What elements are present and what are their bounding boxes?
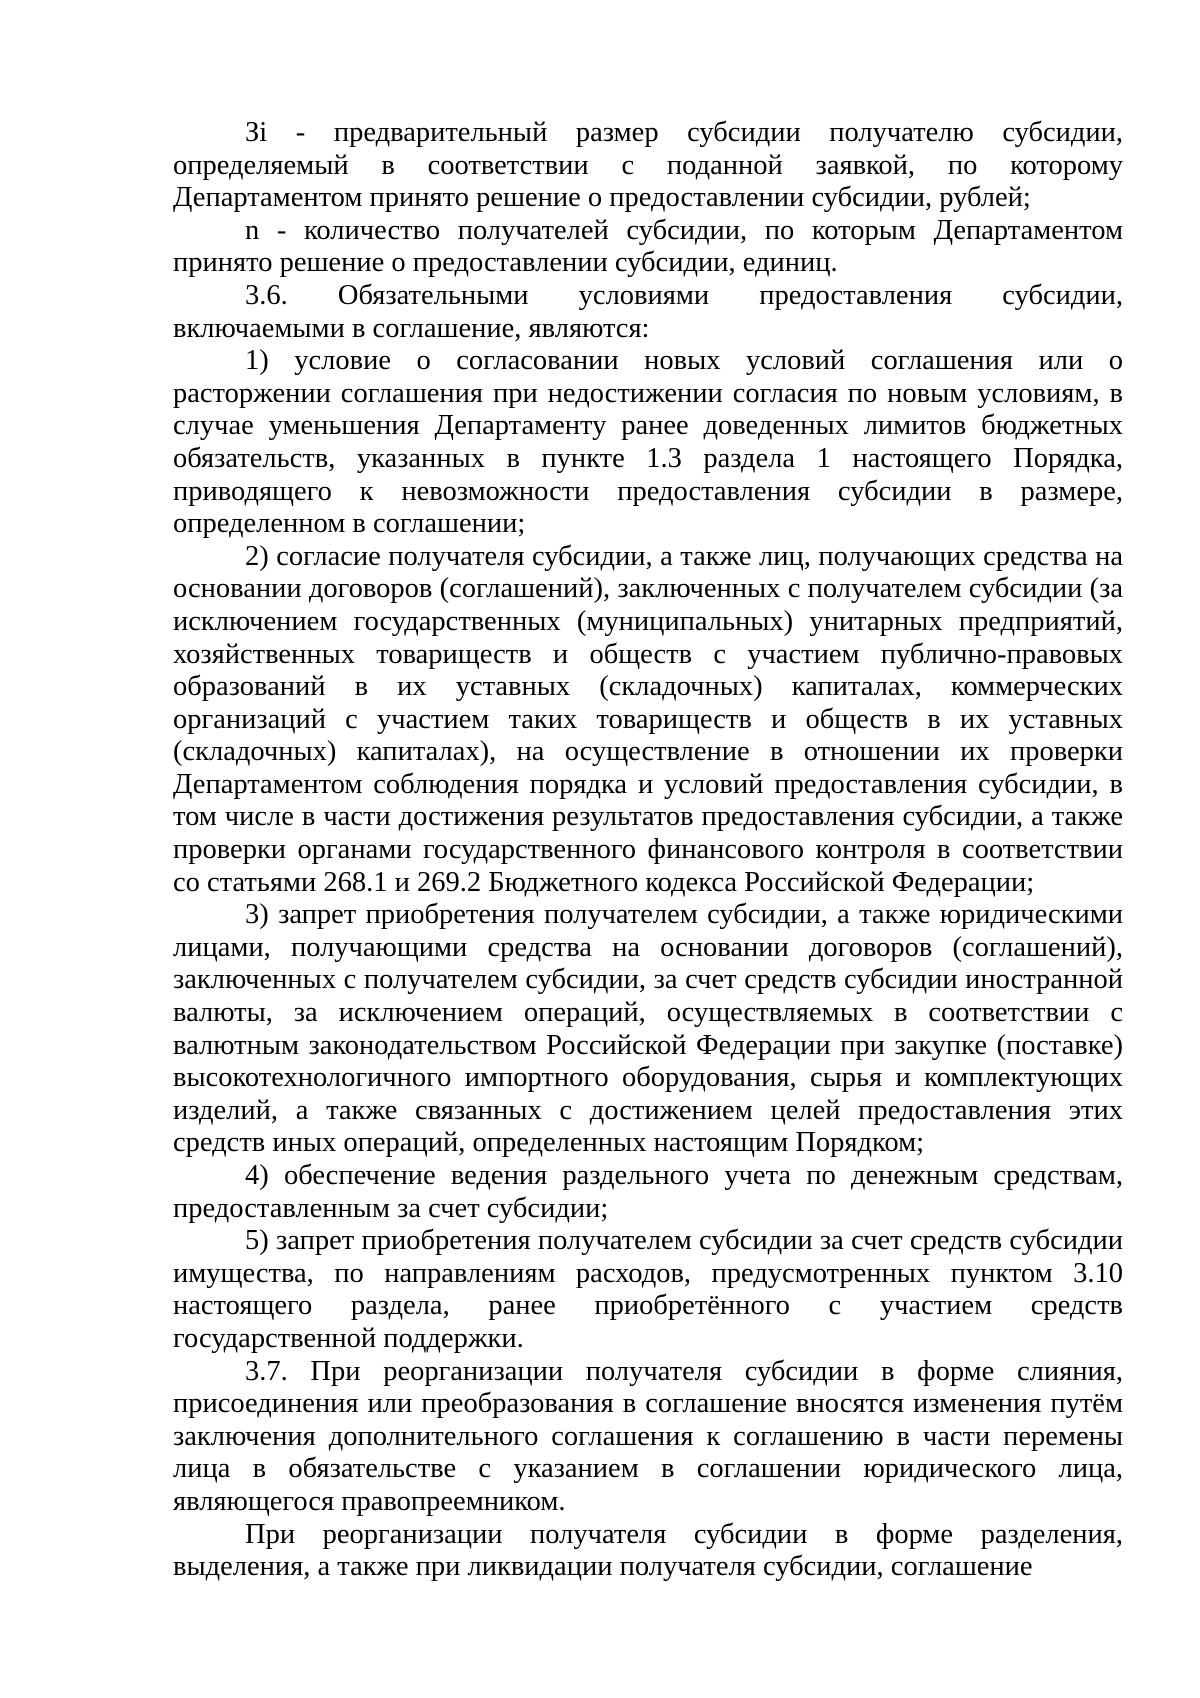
paragraph-3-7-continued: При реорганизации получателя субсидии в форме разделения, выделения, а также при ликвидации получателя субсидии, соглашение: [173, 1518, 1123, 1583]
paragraph-n-definition: n - количество получателей субсидии, по которым Департаментом принято решение о предоставлении субсидии, единиц.: [173, 214, 1123, 279]
paragraph-3-6-item-3: 3) запрет приобретения получателем субсидии, а также юридическими лицами, получающими средства на основании договоров (соглашений), заключенных с получателем субсидии, за счет средств субсидии иностранной валюты, за исключением операций, осуществляемых в соответствии с валютным законодательством Российской Федерации при закупке (поставке) высокотехнологичного импортного оборудования, сырья и комплектующих изделий, а также связанных с достижением целей предоставления этих средств иных операций, определенных настоящим Порядком;: [173, 899, 1123, 1159]
paragraph-3-6-item-4: 4) обеспечение ведения раздельного учета по денежным средствам, предоставленным за счет субсидии;: [173, 1160, 1123, 1224]
paragraph-3-6-heading: 3.6. Обязательными условиями предоставления субсидии, включаемыми в соглашение, являются:: [173, 279, 1123, 344]
paragraph-3-6-item-1: 1) условие о согласовании новых условий соглашения или о расторжении соглашения при недостижении согласия по новым условиям, в случае уменьшения Департаменту ранее доведенных лимитов бюджетных обязательств, указанных в пункте 1.3 раздела 1 настоящего Порядка, приводящего к невозможности предоставления субсидии в размере, определенном в соглашении;: [173, 345, 1123, 540]
paragraph-zi-definition: Зi - предварительный размер субсидии получателю субсидии, определяемый в соответствии с поданной заявкой, по которому Департаментом принято решение о предоставлении субсидии, рублей;: [173, 117, 1123, 214]
paragraph-3-6-item-2: 2) согласие получателя субсидии, а также лиц, получающих средства на основании договоров (соглашений), заключенных с получателем субсидии (за исключением государственных (муниципальных) унитарных предприятий, хозяйственных товариществ и обществ с участием публично-правовых образований в их уставных (складочных) капиталах, коммерческих организаций с участием таких товариществ и обществ в их уставных (складочных) капиталах), на осуществление в отношении их проверки Департаментом соблюдения порядка и условий предоставления субсидии, в том числе в части достижения результатов предоставления субсидии, а также проверки органами государственного финансового контроля в соответствии со статьями 268.1 и 269.2 Бюджетного кодекса Российской Федерации;: [173, 540, 1123, 898]
document-body: [173, 117, 1123, 1584]
paragraph-3-6-item-5: 5) запрет приобретения получателем субсидии за счет средств субсидии имущества, по направлениям расходов, предусмотренных пунктом 3.10 настоящего раздела, ранее приобретённого с участием средств государственной поддержки.: [173, 1225, 1123, 1354]
paragraph-3-7: 3.7. При реорганизации получателя субсидии в форме слияния, присоединения или преобразования в соглашение вносятся изменения путём заключения дополнительного соглашения к соглашению в части перемены лица в обязательстве с указанием в соглашении юридического лица, являющегося правопреемником.: [173, 1355, 1123, 1517]
